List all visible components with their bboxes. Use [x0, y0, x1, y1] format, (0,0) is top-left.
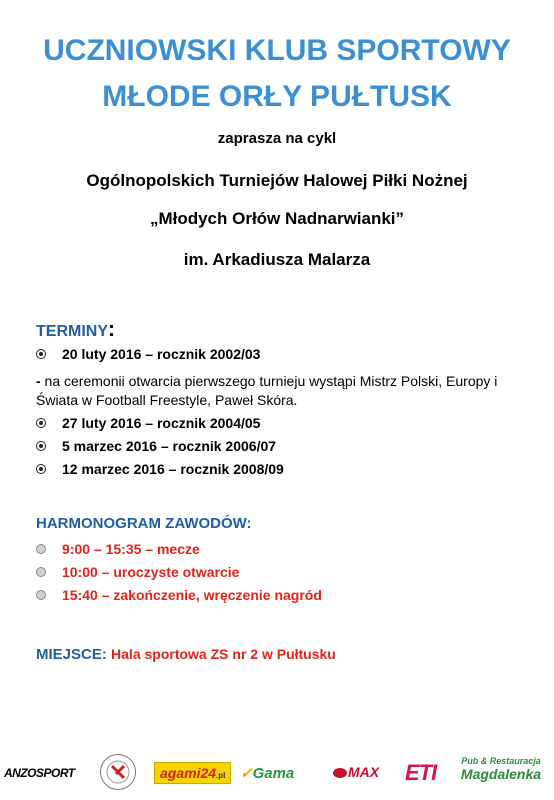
gama-text: Gama — [252, 765, 295, 782]
club-name-line1: UCZNIOWSKI KLUB SPORTOWY — [43, 34, 511, 67]
date-item: 12 marzec 2016 – rocznik 2008/09 — [62, 461, 284, 477]
soccer-ball-icon — [36, 441, 46, 451]
date-item: 5 marzec 2016 – rocznik 2006/07 — [62, 438, 277, 454]
bullet-icon — [36, 590, 46, 600]
agami24-text: agami24 — [160, 765, 217, 781]
schedule-item: 10:00 – uroczyste otwarcie — [62, 564, 240, 580]
invite-text: zaprasza na cykl — [217, 130, 337, 147]
venue-label: MIEJSCE: — [36, 646, 107, 663]
bullet-icon — [36, 567, 46, 577]
date-item: 20 luty 2016 – rocznik 2002/03 — [62, 346, 261, 362]
list-item — [36, 415, 260, 431]
sponsors-strip — [0, 752, 554, 792]
emax-swoosh-icon — [333, 768, 347, 778]
gama-check-icon: ✓ — [240, 765, 253, 782]
terminy-heading — [36, 318, 115, 342]
venue-value: Hala sportowa ZS nr 2 w Pułtusku — [111, 646, 336, 662]
crest-icon — [101, 755, 135, 789]
emax-logo — [333, 764, 379, 780]
schedule-item: 9:00 – 15:35 – mecze — [62, 541, 200, 557]
note-dash: - — [36, 373, 41, 389]
agami24-suffix: .pl — [216, 771, 226, 780]
date-item: 27 luty 2016 – rocznik 2004/05 — [62, 415, 261, 431]
anzosport-logo: ANZOSPORT — [4, 766, 75, 780]
pub-text: Pub & Restauracja — [461, 756, 541, 766]
list-item — [36, 438, 276, 454]
magdalenka-logo — [452, 756, 550, 782]
soccer-ball-icon — [36, 464, 46, 474]
gama-logo — [240, 764, 294, 782]
terminy-colon: : — [108, 318, 115, 341]
list-item — [36, 587, 322, 603]
harmonogram-heading: HARMONOGRAM ZAWODÓW: — [36, 515, 252, 532]
tournament-series: Ogólnopolskich Turniejów Halowej Piłki Nożnej — [86, 171, 468, 190]
list-item — [36, 346, 260, 362]
list-item — [36, 564, 239, 580]
note-text: na ceremonii otwarcia pierwszego turnieju wystąpi Mistrz Polski, Europy i Świata w Football Freestyle, Paweł Skóra. — [36, 373, 498, 408]
list-item — [36, 541, 200, 557]
bullet-icon — [36, 544, 46, 554]
eti-logo: ETI — [405, 760, 437, 785]
venue — [36, 646, 336, 663]
magdalenka-text: Magdalenka — [460, 766, 542, 782]
tournament-patron: im. Arkadiusza Malarza — [183, 250, 371, 269]
tournament-name: „Młodych Orłów Nadnarwianki” — [149, 209, 405, 228]
opening-note — [36, 372, 516, 410]
list-item — [36, 461, 284, 477]
terminy-heading-text: TERMINY — [36, 323, 108, 340]
emax-text: MAX — [348, 764, 380, 780]
club-name-line2: MŁODE ORŁY PUŁTUSK — [102, 80, 452, 113]
club-crest-logo — [100, 754, 136, 790]
soccer-ball-icon — [36, 418, 46, 428]
schedule-item: 15:40 – zakończenie, wręczenie nagród — [62, 587, 322, 603]
soccer-ball-icon — [36, 349, 46, 359]
agami24-logo — [154, 762, 231, 784]
